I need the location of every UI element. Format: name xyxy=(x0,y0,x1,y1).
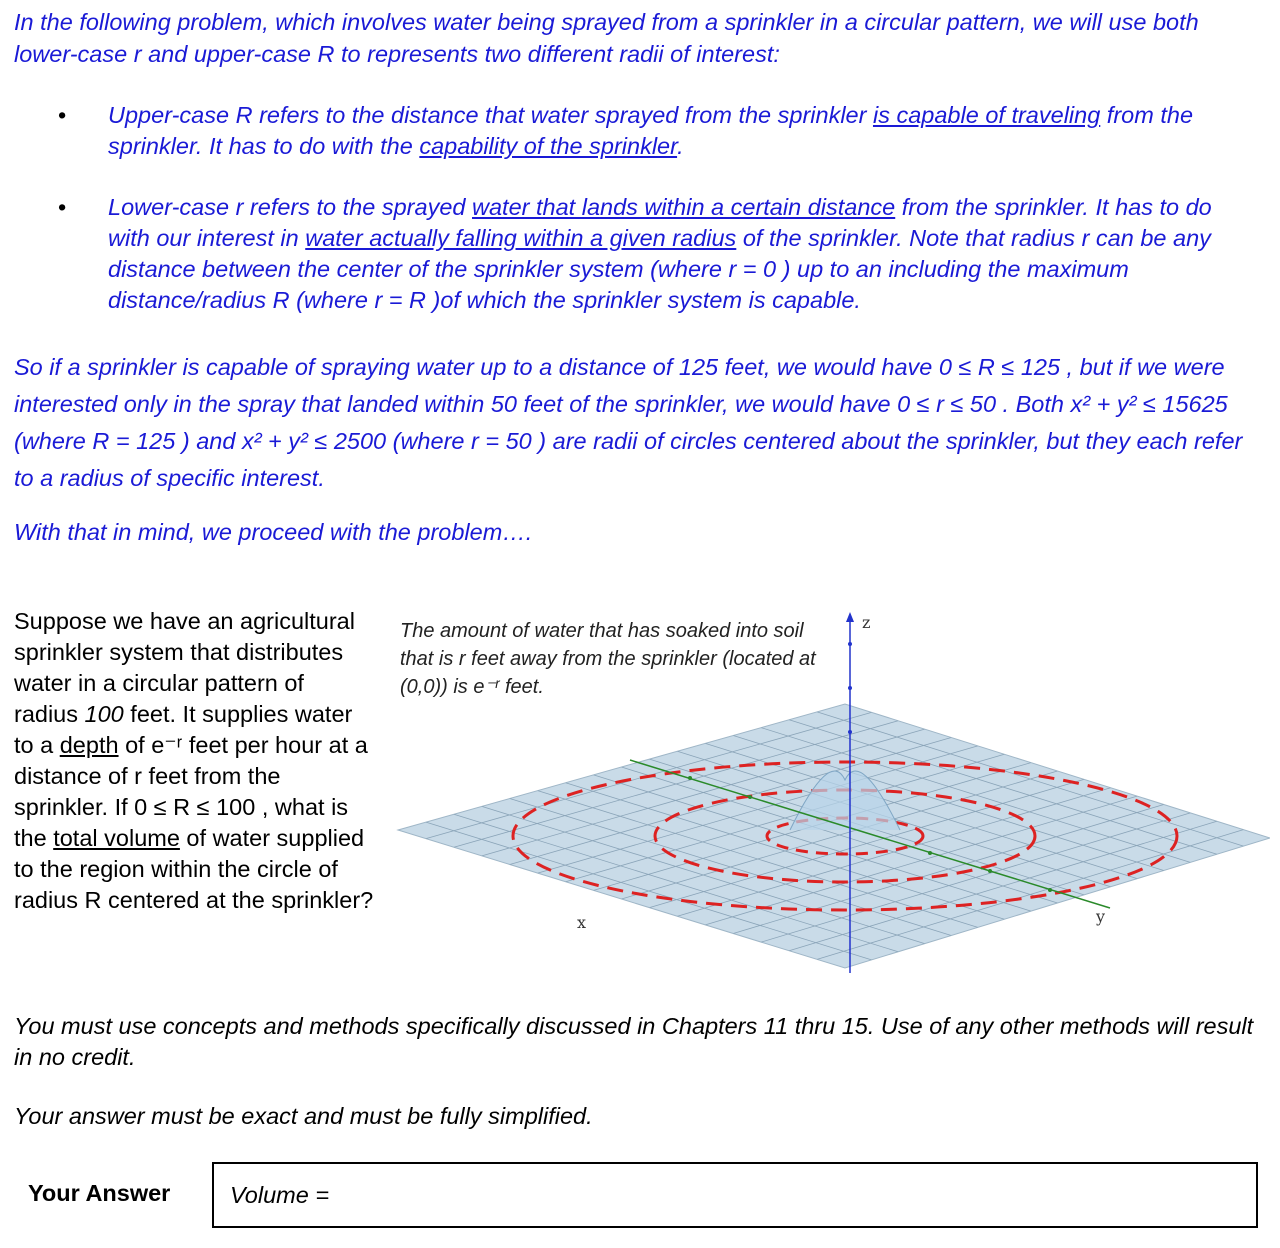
example-paragraph: So if a sprinkler is capable of spraying water up to a distance of 125 feet, we would have 0 ≤ R ≤ 125 , but if we were interested only in the spray that landed within 50 feet of the sprinkler, we would have 0 ≤ r ≤ 50 . Both x² + y² ≤ 15625 (where R = 125 ) and x² + y² ≤ 2500 (where r = 50 ) are radii of circles centered about the sprinkler, but they each refer to a radius of specific interest. xyxy=(14,354,1243,491)
figure-caption: The amount of water that has soaked into soil that is r feet away from the sprinkler (located at (0,0)) is e⁻ʳ feet. xyxy=(400,620,816,698)
bullet-lower-r: • Lower-case r refers to the sprayed water that lands within a certain distance from the sprinkler. It has to do with our interest in water actually falling within a given radius of the sprinkler. Note that radius r can be any distance between the center of the sprinkler system (where r = 0 ) up to an including the maximum distance/radius R (where r = R )of which the sprinkler system is capable. xyxy=(58,194,1212,313)
bullet-icon: • xyxy=(58,102,67,128)
exactness-note: Your answer must be exact and must be fully simplified. xyxy=(14,1103,593,1129)
radius-definitions-list xyxy=(58,100,1248,346)
bullet-icon: • xyxy=(58,194,67,220)
answer-prefix: Volume = xyxy=(230,1182,330,1208)
ground-plane xyxy=(398,704,1270,968)
z-axis-label: z xyxy=(862,613,871,632)
x-axis-label: x xyxy=(577,913,587,932)
transition-paragraph: With that in mind, we proceed with the problem…. xyxy=(14,519,533,545)
y-axis-label: y xyxy=(1096,907,1106,926)
bullet-upper-R: • Upper-case R refers to the distance that water sprayed from the sprinkler is capable of traveling from the sprinkler. It has to do with the capability of the sprinkler. xyxy=(58,102,1194,159)
answer-input-box[interactable] xyxy=(212,1162,1258,1228)
intro-paragraph: In the following problem, which involves water being sprayed from a sprinkler in a circular pattern, we will use both lower-case r and upper-case R to represents two different radii of interest: xyxy=(14,9,1199,67)
answer-label: Your Answer xyxy=(28,1180,171,1206)
problem-statement: Suppose we have an agricultural sprinkler system that distributes water in a circular pattern of radius 100 feet. It supplies water to a depth of e⁻ʳ feet per hour at a distance of r feet from the sprinkler. If 0 ≤ R ≤ 100 , what is the total volume of water supplied to the region within the circle of radius R centered at the sprinkler? xyxy=(14,608,374,913)
methods-note: You must use concepts and methods specifically discussed in Chapters 11 thru 15. Use of any other methods will result in no credit. xyxy=(14,1013,1254,1070)
z-axis-arrow-icon xyxy=(846,612,854,622)
